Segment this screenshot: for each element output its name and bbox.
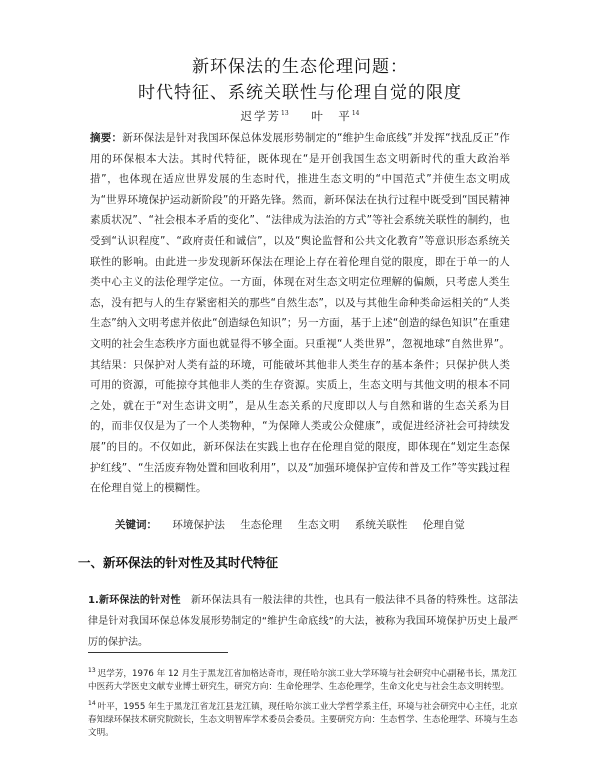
footnote-mark: 14 [88, 700, 96, 707]
paragraph-lead: 1.新环保法的针对性 [88, 595, 181, 606]
footnote-text: 迟学芳，1976 年 12 月生于黑龙江省加格达奇市，现任哈尔滨工业大学环境与社会研究中心副秘书长，黑龙江中医药大学医史文献专业博士研究生，研究方向：生命伦理学、生态伦理学，生命文化史与社会生态文明转型。 [88, 669, 517, 692]
footnote-mark: 13 [88, 667, 96, 674]
author-line [0, 108, 600, 124]
footnote [88, 664, 520, 694]
abstract [90, 128, 510, 499]
paper-title-line2: 时代特征、系统关联性与伦理自觉的限度 [138, 83, 462, 103]
keyword: 环境保护法 [172, 519, 225, 531]
footnote [88, 697, 520, 740]
author-name: 叶 平 [311, 109, 352, 123]
keyword: 伦理自觉 [422, 519, 465, 531]
author-footnote-mark: 13 [281, 110, 289, 117]
paper-title-line1: 新环保法的生态伦理问题： [192, 57, 408, 77]
footnotes [88, 664, 520, 743]
abstract-label: 摘要： [90, 132, 123, 144]
keyword: 系统关联性 [354, 519, 408, 531]
body-paragraph [88, 590, 518, 653]
keywords-label: 关键词： [115, 519, 157, 531]
section-heading: 一、新环保法的针对性及其时代特征 [78, 555, 279, 570]
footnote-divider [88, 652, 228, 653]
author-name: 迟学芳 [240, 109, 282, 123]
keywords [115, 517, 515, 532]
footnote-text: 叶平，1955 年生于黑龙江省龙江县龙江镇，现任哈尔滨工业大学哲学系主任，环境与社会研究中心主任，北京春知绿环保技术研究院院长，生态文明智库学术委员会委员。主要研究方向：生态哲学、生态伦理学、环境与生态文明。 [88, 702, 518, 738]
paragraph-text: 新环保法具有一般法律的共性，也具有一般法律不具备的特殊性。这部法律是针对我国环保总体发展形势制定的“维护生命底线”的大法，被称为我国环境保护历史上最严厉的保护法。 [88, 595, 519, 648]
abstract-text: 新环保法是针对我国环保总体发展形势制定的“维护生命底线”并发挥“找乱反正”作用的环保根本大法。其时代特征，既体现在“是开创我国生态文明新时代的重大政治举措”，也体现在适应世界发展的生态时代，推进生态文明的“中国范式”并使生态文明成为“世界环境保护运动新阶段”的开路先锋。然而，新环保法在执行过程中既受到“国民精神素质状况”、“社会根本矛盾的变化”、“法律成为法治的方式”等社会系统关联性的制约，也受到“认识程度”、“政府责任和诚信”，以及“舆论监督和公共文化教育”等意识形态系统关联性的影响。由此进一步发现新环保法在理论上存在着伦理自觉的限度，即在于单一的人类中心主义的法伦理学定位。一方面，体现在对生态文明定位理解的偏颇，只考虑人类生态，没有把与人的生存紧密相关的那些“自然生态”，以及与其他生命种类命运相关的“人类生态”纳入文明考虑并依此“创造绿色知识”；另一方面，基于上述“创造的绿色知识”在重建文明的社会生态秩序方面也就显得不够全面。只重视“人类世界”，忽视地球“自然世界”。其结果：只保护对人类有益的环境，可能破坏其他非人类生存的基本条件；只保护供人类可用的资源，可能掠夺其他非人类的生存资源。实质上，生态文明与其他文明的根本不同之处，就在于“对生态讲文明”，是从生态关系的尺度即以人与自然和谐的生态关系为目的，而非仅仅是为了一个人类物种，“为保障人类或公众健康”，或促进经济社会可持续发展”的目的。不仅如此，新环保法在实践上也存在伦理自觉的限度，即体现在“划定生态保护红线”、“生活废弃物处置和回收利用”，以及“加强环境保护宣传和普及工作”等实践过程在伦理自觉上的模糊性。 [90, 132, 510, 495]
keyword: 生态伦理 [240, 519, 283, 531]
author-footnote-mark: 14 [351, 110, 360, 117]
keyword: 生态文明 [297, 519, 340, 531]
